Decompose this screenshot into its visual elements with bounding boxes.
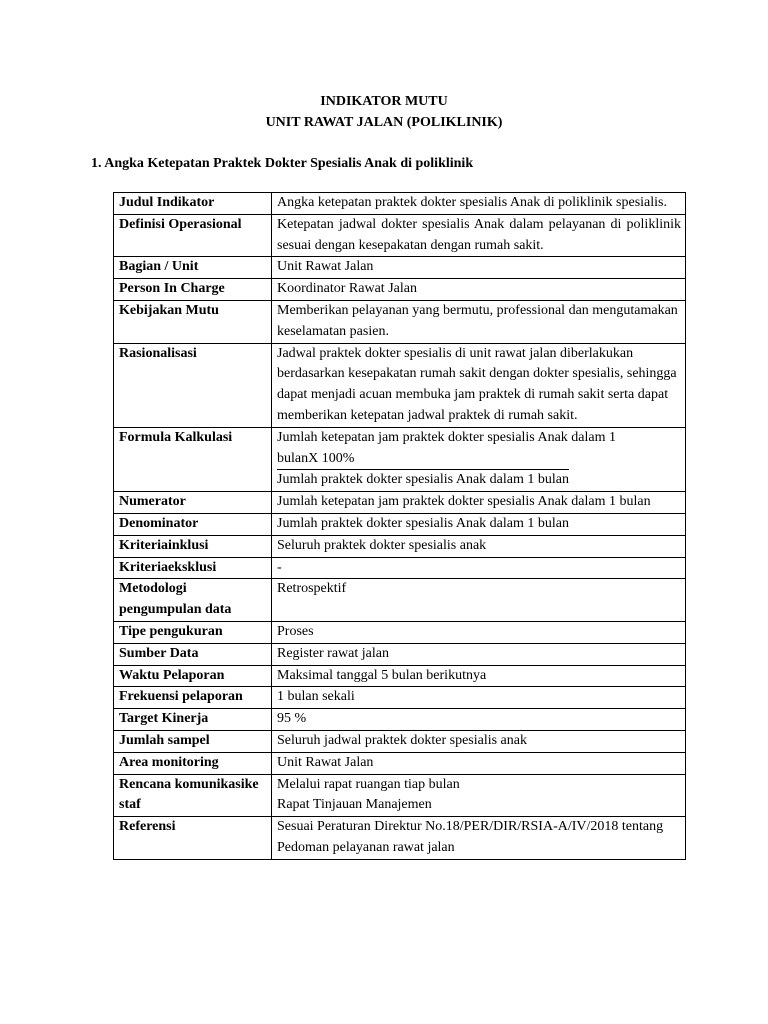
row-value: Jadwal praktek dokter spesialis di unit rawat jalan diberlakukan berdasarkan kesepakatan rumah sakit dengan dokter spesialis, sehingga dapat menjadi acuan membuka jam praktek di rumah sakit serta dapat memberikan ketepatan jadwal praktek di rumah sakit.: [272, 343, 686, 427]
row-label: Denominator: [114, 513, 272, 535]
row-label: Rencana komunikasike staf: [114, 774, 272, 817]
row-label: Tipe pengukuran: [114, 621, 272, 643]
table-row: [114, 817, 686, 860]
row-value: Proses: [272, 621, 686, 643]
row-value: Angka ketepatan praktek dokter spesialis Anak di poliklinik spesialis.: [272, 193, 686, 215]
table-row: [114, 687, 686, 709]
row-value: 95 %: [272, 709, 686, 731]
formula-cell: [272, 427, 686, 491]
table-row: [114, 774, 686, 817]
table-row: [114, 343, 686, 427]
row-label: Frekuensi pelaporan: [114, 687, 272, 709]
row-label: Numerator: [114, 492, 272, 514]
table-row: [114, 557, 686, 579]
row-value: Maksimal tanggal 5 bulan berikutnya: [272, 665, 686, 687]
row-value: Ketepatan jadwal dokter spesialis Anak dalam pelayanan di poliklinik sesuai dengan kesepakatan dengan rumah sakit.: [272, 214, 686, 257]
row-label: Kriteriainklusi: [114, 535, 272, 557]
row-label: Judul Indikator: [114, 193, 272, 215]
table-row: [114, 579, 686, 622]
document-subtitle: UNIT RAWAT JALAN (POLIKLINIK): [265, 115, 503, 130]
row-label: Formula Kalkulasi: [114, 427, 272, 491]
communication-line2: Rapat Tinjauan Manajemen: [277, 797, 432, 813]
communication-line1: Melalui rapat ruangan tiap bulan: [277, 776, 460, 792]
table-row: [114, 643, 686, 665]
table-row: [114, 257, 686, 279]
row-value: Retrospektif: [272, 579, 686, 622]
table-row: [114, 535, 686, 557]
formula-numerator-line2: bulanX 100%: [277, 449, 569, 471]
row-label: Person In Charge: [114, 279, 272, 301]
table-row: [114, 513, 686, 535]
row-label: Rasionalisasi: [114, 343, 272, 427]
row-label: Waktu Pelaporan: [114, 665, 272, 687]
row-value: Sesuai Peraturan Direktur No.18/PER/DIR/RSIA-A/IV/2018 tentang Pedoman pelayanan rawat jalan: [272, 817, 686, 860]
indicator-table: [113, 192, 686, 860]
row-label: Target Kinerja: [114, 709, 272, 731]
row-label: Area monitoring: [114, 752, 272, 774]
table-row: [114, 193, 686, 215]
row-value: -: [272, 557, 686, 579]
row-value: Seluruh praktek dokter spesialis anak: [272, 535, 686, 557]
row-value: Unit Rawat Jalan: [272, 257, 686, 279]
row-label: Definisi Operasional: [114, 214, 272, 257]
section-heading: 1. Angka Ketepatan Praktek Dokter Spesialis Anak di poliklinik: [91, 156, 474, 171]
table-row: [114, 214, 686, 257]
table-row: [114, 730, 686, 752]
row-value: Jumlah praktek dokter spesialis Anak dalam 1 bulan: [272, 513, 686, 535]
row-label: Jumlah sampel: [114, 730, 272, 752]
row-label: Sumber Data: [114, 643, 272, 665]
row-value: Jumlah ketepatan jam praktek dokter spesialis Anak dalam 1 bulan: [272, 492, 686, 514]
table-row: [114, 665, 686, 687]
formula-numerator-line1: Jumlah ketepatan jam praktek dokter spesialis Anak dalam 1: [277, 429, 617, 445]
row-label: Referensi: [114, 817, 272, 860]
row-label: Bagian / Unit: [114, 257, 272, 279]
row-label: Metodologi pengumpulan data: [114, 579, 272, 622]
table-row: [114, 427, 686, 491]
row-value: Unit Rawat Jalan: [272, 752, 686, 774]
row-value: 1 bulan sekali: [272, 687, 686, 709]
document-title: INDIKATOR MUTU: [320, 94, 448, 109]
formula-denominator: Jumlah praktek dokter spesialis Anak dalam 1 bulan: [277, 472, 569, 488]
communication-cell: [272, 774, 686, 817]
row-value: Memberikan pelayanan yang bermutu, professional dan mengutamakan keselamatan pasien.: [272, 300, 686, 343]
table-row: [114, 300, 686, 343]
table-row: [114, 709, 686, 731]
table-row: [114, 621, 686, 643]
table-row: [114, 279, 686, 301]
table-row: [114, 752, 686, 774]
row-value: Seluruh jadwal praktek dokter spesialis anak: [272, 730, 686, 752]
row-label: Kebijakan Mutu: [114, 300, 272, 343]
row-label: Kriteriaeksklusi: [114, 557, 272, 579]
row-value: Koordinator Rawat Jalan: [272, 279, 686, 301]
table-row: [114, 492, 686, 514]
row-value: Register rawat jalan: [272, 643, 686, 665]
